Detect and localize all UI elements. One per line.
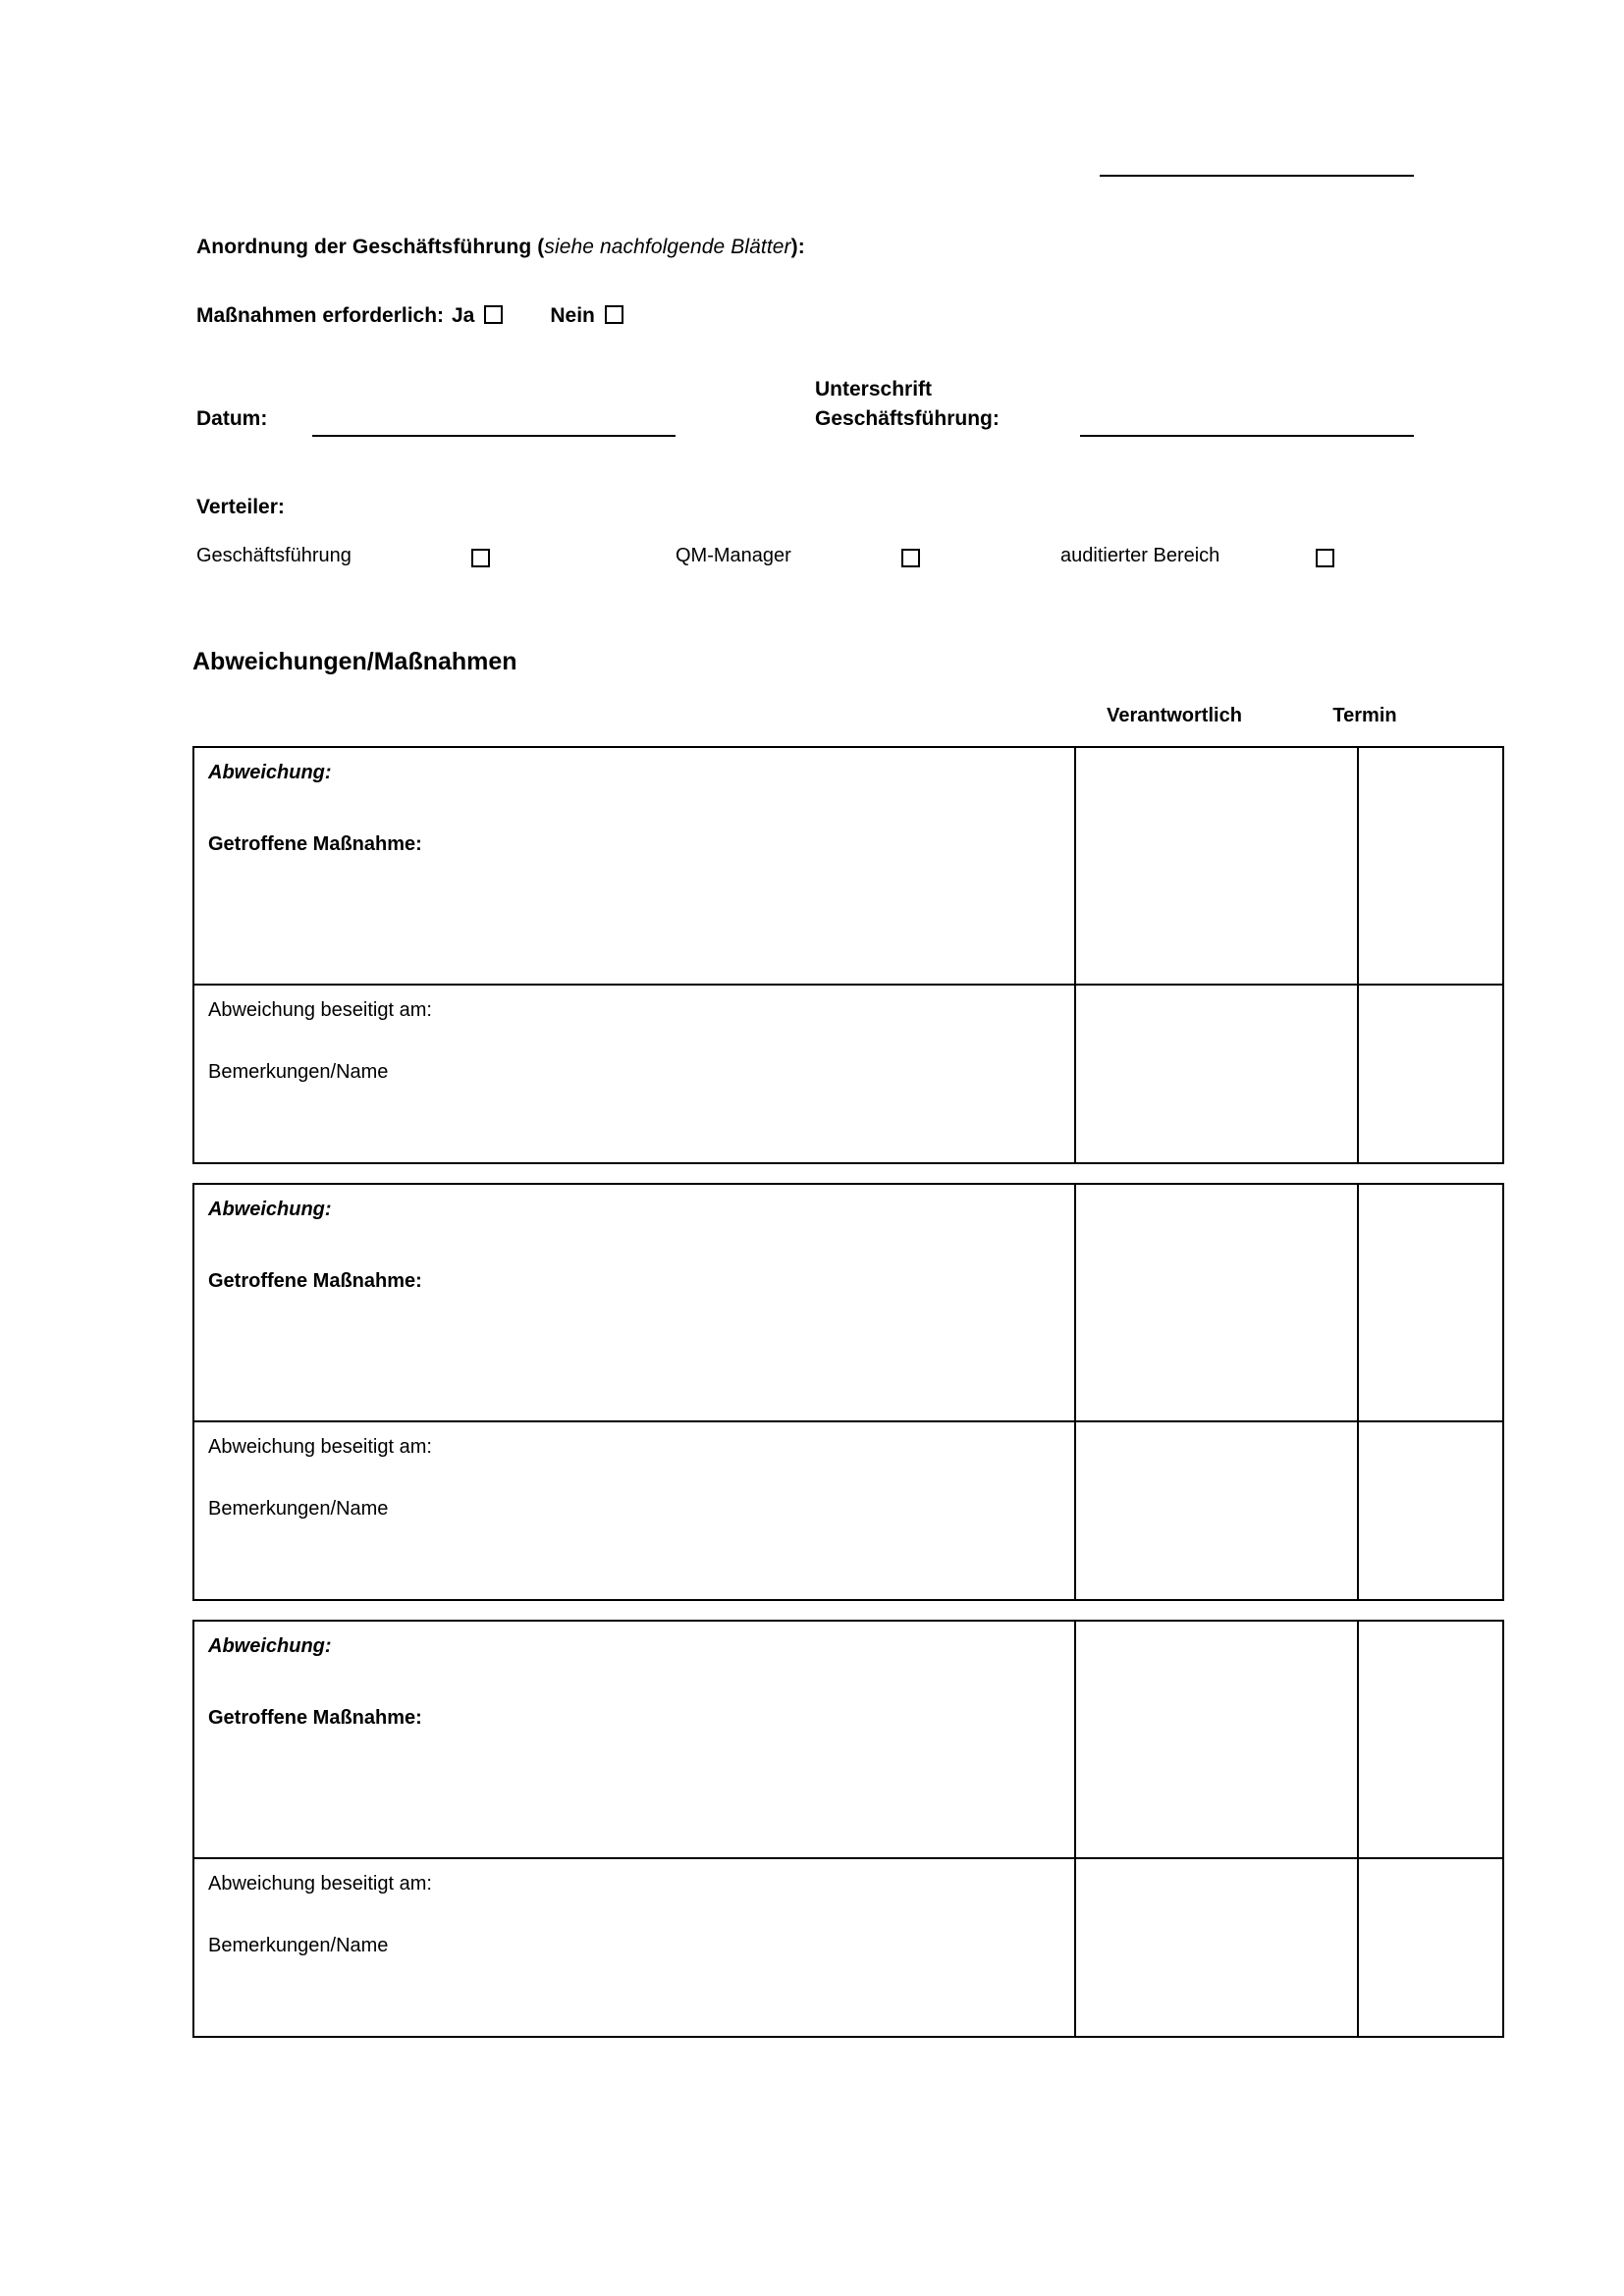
- deviation-label-2: Abweichung:: [208, 1199, 332, 1220]
- table-row: [193, 1858, 1503, 2037]
- massnahmen-required-row: [196, 304, 671, 328]
- resolved-label-1: Abweichung beseitigt am:: [208, 999, 432, 1021]
- deviation-block-1: [192, 746, 1504, 1164]
- table-row: [193, 1184, 1503, 1421]
- deadline-cell-3b[interactable]: [1358, 1858, 1503, 2037]
- deadline-cell-3[interactable]: [1358, 1621, 1503, 1858]
- table-column-headers: [192, 705, 1414, 734]
- resolved-cell-1[interactable]: [193, 985, 1075, 1163]
- datum-label: Datum:: [196, 407, 268, 430]
- unterschrift-label-line1: Unterschrift: [815, 378, 933, 400]
- anordnung-suffix: ):: [790, 236, 805, 258]
- datum-input-rule[interactable]: [312, 435, 676, 437]
- table-row: [193, 747, 1503, 985]
- responsible-cell-1b[interactable]: [1075, 985, 1358, 1163]
- table-row: [193, 985, 1503, 1163]
- page-title: Abweichungen/Maßnahmen: [192, 648, 517, 675]
- resolved-label-3: Abweichung beseitigt am:: [208, 1873, 432, 1895]
- remarks-label-1: Bemerkungen/Name: [208, 1061, 389, 1083]
- deviation-label-3: Abweichung:: [208, 1635, 332, 1657]
- measure-label-1: Getroffene Maßnahme:: [208, 833, 422, 855]
- checkbox-icon-verteiler-qm-manager[interactable]: [901, 549, 920, 567]
- table-row: [193, 1421, 1503, 1600]
- checkbox-icon-verteiler-geschaeftsfuehrung[interactable]: [471, 549, 490, 567]
- responsible-cell-3[interactable]: [1075, 1621, 1358, 1858]
- checkbox-icon-verteiler-auditierter-bereich[interactable]: [1316, 549, 1334, 567]
- measure-label-3: Getroffene Maßnahme:: [208, 1707, 422, 1729]
- checkbox-icon-yes[interactable]: [484, 305, 503, 324]
- measure-label-2: Getroffene Maßnahme:: [208, 1270, 422, 1292]
- unterschrift-label-line2: Geschäftsführung:: [815, 407, 1000, 431]
- remarks-label-3: Bemerkungen/Name: [208, 1935, 389, 1956]
- unterschrift-input-rule[interactable]: [1080, 435, 1414, 437]
- remarks-label-2: Bemerkungen/Name: [208, 1498, 389, 1520]
- anordnung-italic: siehe nachfolgende Blätter: [544, 236, 791, 258]
- responsible-cell-2b[interactable]: [1075, 1421, 1358, 1600]
- deviation-label-1: Abweichung:: [208, 762, 332, 783]
- deadline-cell-1[interactable]: [1358, 747, 1503, 985]
- checkbox-icon-no[interactable]: [605, 305, 623, 324]
- resolved-cell-2[interactable]: [193, 1421, 1075, 1600]
- responsible-cell-1[interactable]: [1075, 747, 1358, 985]
- deviation-cell-1[interactable]: [193, 747, 1075, 985]
- verteiler-item-auditierter-bereich-label: auditierter Bereich: [1060, 545, 1220, 566]
- massnahmen-option-no[interactable]: [550, 304, 623, 328]
- column-header-deadline: Termin: [1332, 705, 1397, 726]
- verteiler-item-qm-manager-label: QM-Manager: [676, 545, 791, 566]
- deadline-cell-2[interactable]: [1358, 1184, 1503, 1421]
- responsible-cell-3b[interactable]: [1075, 1858, 1358, 2037]
- table-row: [193, 1621, 1503, 1858]
- massnahmen-no-label: Nein: [550, 304, 595, 327]
- resolved-cell-3[interactable]: [193, 1858, 1075, 2037]
- verteiler-item-geschaeftsfuehrung-label: Geschäftsführung: [196, 545, 352, 566]
- anordnung-prefix: Anordnung der Geschäftsführung (: [196, 236, 545, 258]
- massnahmen-option-yes[interactable]: [452, 304, 503, 328]
- unterschrift-label: [815, 375, 1000, 435]
- deviation-cell-2[interactable]: [193, 1184, 1075, 1421]
- deadline-cell-1b[interactable]: [1358, 985, 1503, 1163]
- deadline-cell-2b[interactable]: [1358, 1421, 1503, 1600]
- responsible-cell-2[interactable]: [1075, 1184, 1358, 1421]
- resolved-label-2: Abweichung beseitigt am:: [208, 1436, 432, 1458]
- massnahmen-yes-label: Ja: [452, 304, 475, 327]
- deviation-block-2: [192, 1183, 1504, 1601]
- massnahmen-label: Maßnahmen erforderlich:: [196, 304, 445, 327]
- verteiler-label: Verteiler:: [196, 496, 285, 518]
- column-header-responsible: Verantwortlich: [1107, 705, 1242, 726]
- anordnung-line: [196, 236, 805, 259]
- header-signature-rule: [1100, 175, 1414, 177]
- deviation-cell-3[interactable]: [193, 1621, 1075, 1858]
- deviation-block-3: [192, 1620, 1504, 2038]
